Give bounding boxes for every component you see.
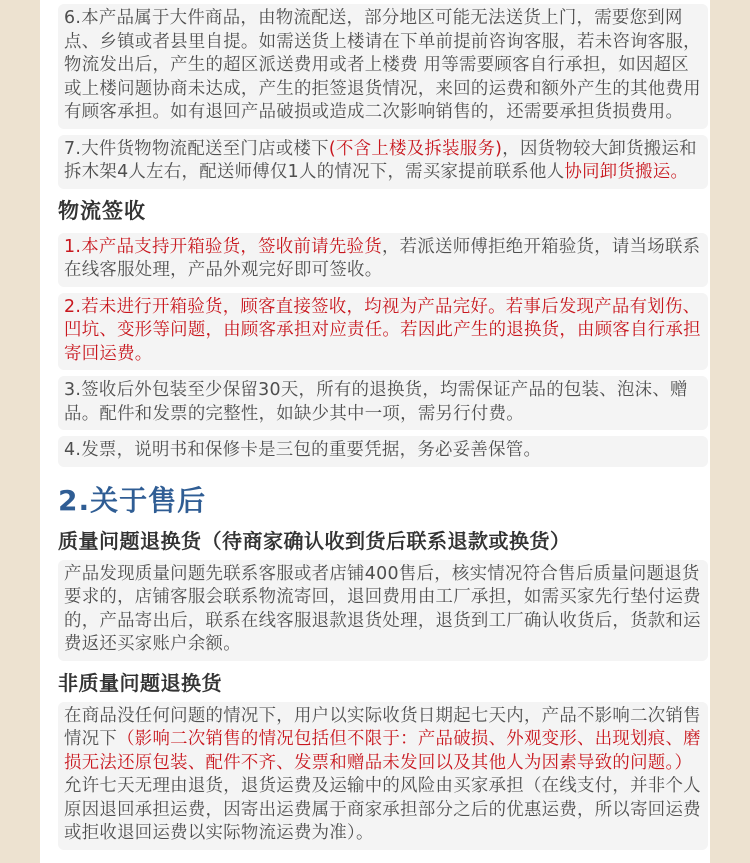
shipping-note-7-text-b: ，因货物较大卸货搬运和拆木架4人左右，配送师傅仅1人的情况下，需买家提前联系他人: [64, 138, 697, 182]
signing-item-3-text: 3.签收后外包装至少保留30天，所有的退换货，均需保证产品的包装、泡沫、赠品。配件和发票的完整性，如缺少其中一项，需另行付费。: [64, 380, 688, 424]
non-quality-return-text-box: [58, 702, 708, 850]
signing-item-1: [58, 233, 708, 287]
signing-item-4: [58, 436, 708, 467]
shipping-note-6: [58, 4, 708, 129]
quality-return-text-box: [58, 560, 708, 661]
non-quality-return-text-b: 允许七天无理由退货，退货运费及运输中的风险由买家承担（在线支付，并非个人原因退回承担运费，因寄出运费属于商家承担部分之后的优惠运费，所以寄回运费或拒收退回运费以实际物流运费为准）。: [64, 776, 701, 843]
shipping-note-7-highlight-2: 协同卸货搬运。: [564, 162, 689, 182]
shipping-note-7-highlight-1: (不含上楼及拆装服务): [328, 138, 503, 159]
shipping-note-7: [58, 135, 708, 189]
signing-item-1-text: ，若派送师傅拒绝开箱验货，请当场联系在线客服处理，产品外观完好即可签收。: [64, 236, 701, 280]
non-quality-return-highlight: （影响二次销售的情况包括但不限于：产品破损、外观变形、出现划痕、磨损无法还原包装、配件不齐、发票和赠品未发回以及其他人为因素导致的问题。）: [64, 729, 701, 773]
shipping-note-6-text: 6.本产品属于大件商品，由物流配送，部分地区可能无法送货上门，需要您到网点、乡镇或者县里自提。如需送货上楼请在下单前提前咨询客服，若未咨询客服，物流发出后，产生的超区派送费用或者上楼费 用等需要顾客自行承担，如因超区或上楼问题协商未达成，产生的拒签退货情况，来回的运费和额外产生的其他费用有顾客承担。如有退回产品破损或造成二次影响销售的，还需要承担货损费用。: [64, 8, 701, 122]
signing-item-4-text: 4.发票，说明书和保修卡是三包的重要凭据，务必妥善保管。: [64, 440, 542, 460]
signing-item-2-text: 2.若未进行开箱验货，顾客直接签收，均视为产品完好。若事后发现产品有划伤、凹坑、变形等问题，由顾客承担对应责任。若因此产生的退换货，由顾客自行承担寄回运费。: [64, 296, 701, 364]
signing-item-3: [58, 376, 708, 430]
quality-return-text: 产品发现质量问题先联系客服或者店铺400售后，核实情况符合售后质量问题退货要求的，店铺客服会联系物流寄回，退回费用由工厂承担，如需买家先行垫付运费的，产品寄出后，联系在线客服退款退货处理，退货到工厂确认收货后，货款和运费返还买家账户余额。: [64, 563, 701, 654]
signing-item-2: [58, 293, 708, 371]
signing-heading: 物流签收: [58, 198, 146, 223]
policy-content: [58, 4, 708, 856]
after-sales-heading: 2.关于售后: [58, 483, 207, 517]
shipping-note-7-text-a: 7.大件货物物流配送至门店或楼下: [64, 138, 329, 159]
signing-item-1-highlight: 1.本产品支持开箱验货，签收前请先验货: [64, 236, 382, 257]
non-quality-return-heading: 非质量问题退换货: [58, 670, 222, 695]
non-quality-return-text-a: 在商品没任何问题的情况下，用户以实际收货日期起七天内，产品不影响二次销售情况下: [64, 705, 701, 749]
quality-return-heading: 质量问题退换货（待商家确认收到货后联系退款或换货）: [58, 528, 571, 553]
